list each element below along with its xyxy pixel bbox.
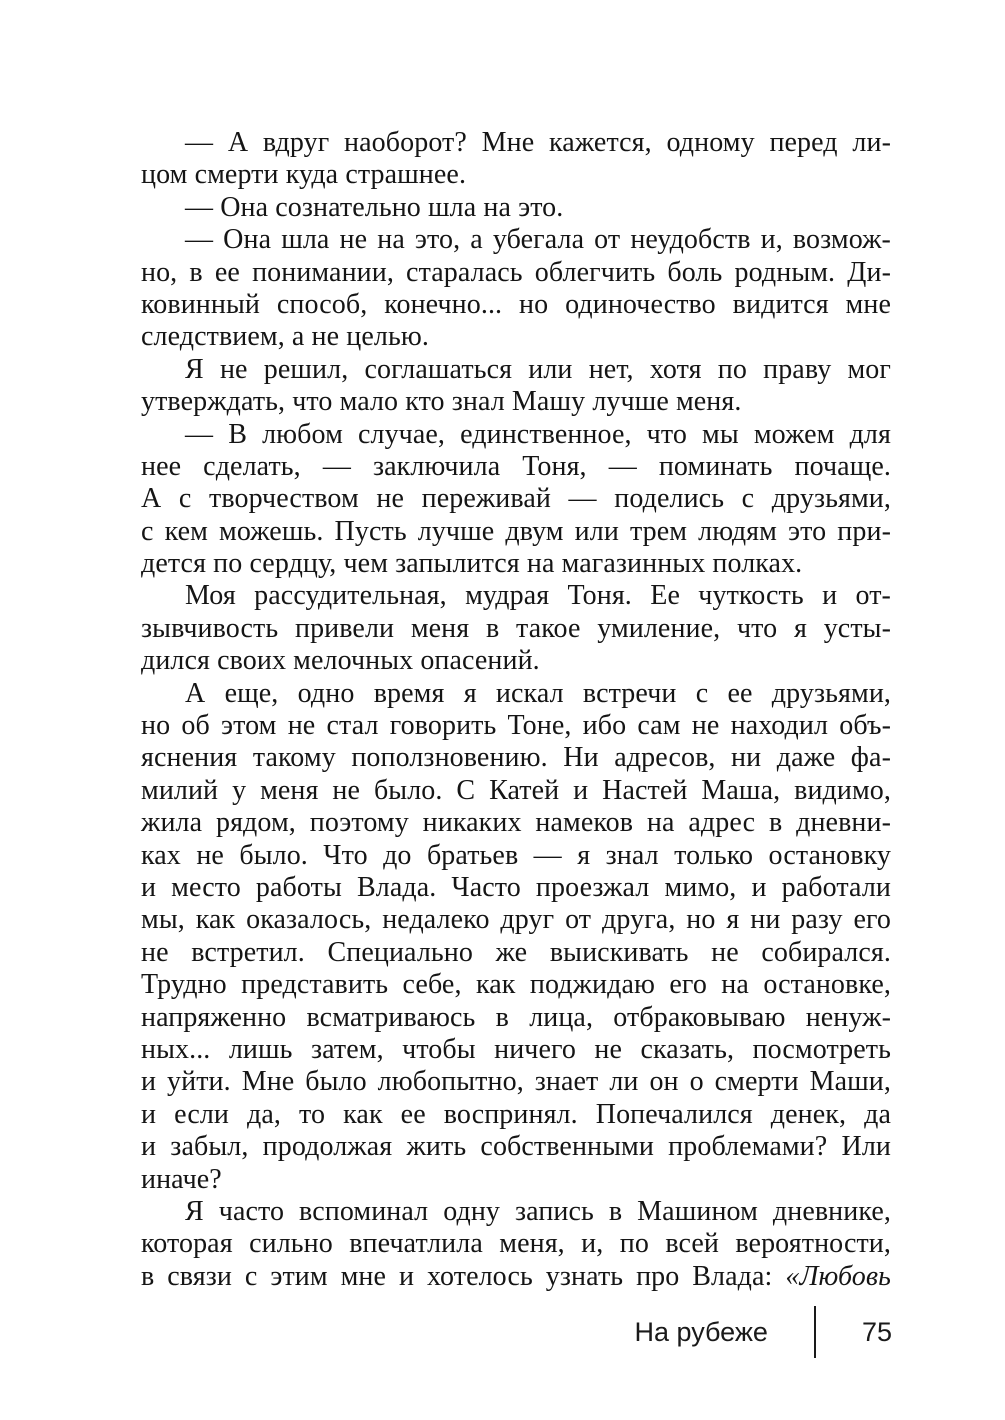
text-line [141, 386, 891, 418]
text-line [141, 1261, 891, 1293]
text-line-segment: жила рядом, поэтому никаких намеков на адрес в дневни- [141, 807, 891, 839]
text-line [141, 807, 891, 839]
text-line [141, 1131, 891, 1163]
text-line-segment: ных... лишь затем, чтобы ничего не сказать, посмотреть [141, 1033, 891, 1065]
text-line [141, 1002, 891, 1034]
text-line-segment: яснения такому поползновению. Ни адресов, ни даже фа- [141, 742, 891, 774]
text-line [141, 1164, 891, 1196]
text-line-segment: дется по сердцу, чем запылится на магазинных полках. [141, 548, 803, 580]
text-line [141, 127, 891, 159]
running-title: На рубеже [634, 1316, 768, 1347]
text-line-segment: с кем можешь. Пусть лучше двум или трем людям это при- [141, 515, 891, 547]
body-text [141, 127, 891, 1293]
text-line-segment: но об этом не стал говорить Тоне, ибо сам не находил объ- [141, 710, 891, 742]
text-line-segment: цом смерти куда страшнее. [141, 159, 467, 191]
text-line [141, 354, 891, 386]
text-line-segment: напряженно всматриваюсь в лица, отбраковываю ненуж- [141, 1001, 891, 1033]
text-line [141, 775, 891, 807]
text-line [141, 483, 891, 515]
text-line-segment: дился своих мелочных опасений. [141, 645, 540, 677]
text-line [141, 904, 891, 936]
text-line [141, 1034, 891, 1066]
text-line [141, 1066, 891, 1098]
text-line-segment: утверждать, что мало кто знал Машу лучше меня. [141, 386, 742, 418]
text-line-segment: Я не решил, соглашаться или нет, хотя по праву мог [185, 353, 891, 385]
text-line [141, 192, 891, 224]
text-line-segment: мы, как оказалось, недалеко друг от друга, но я ни разу его [141, 904, 891, 936]
text-line [141, 742, 891, 774]
text-line [141, 1196, 891, 1228]
text-line-segment: А еще, одно время я искал встречи с ее друзьями, [185, 677, 891, 709]
text-line [141, 872, 891, 904]
footer-divider [814, 1306, 816, 1358]
text-line [141, 645, 891, 677]
text-line [141, 548, 891, 580]
text-line-segment: следствием, а не целью. [141, 321, 429, 353]
text-line-segment: но, в ее понимании, старалась облегчить боль родным. Ди- [141, 256, 891, 288]
text-line [141, 969, 891, 1001]
text-line [141, 159, 891, 191]
text-line [141, 678, 891, 710]
text-line-segment: и забыл, продолжая жить собственными проблемами? Или [141, 1131, 891, 1163]
text-line [141, 613, 891, 645]
text-line [141, 840, 891, 872]
text-line-segment: Моя рассудительная, мудрая Тоня. Ее чуткость и от- [185, 580, 891, 612]
text-line-segment: — Она сознательно шла на это. [185, 191, 564, 223]
page-footer [0, 1306, 892, 1358]
text-line [141, 419, 891, 451]
text-line-segment: и место работы Влада. Часто проезжал мимо, и работали [141, 871, 891, 903]
text-line [141, 1228, 891, 1260]
text-line-segment: Трудно представить себе, как поджидаю его на остановке, [141, 969, 891, 1001]
text-line-segment: которая сильно впечатлила меня, и, по всей вероятности, [141, 1228, 891, 1260]
text-line-segment: милий у меня не было. С Катей и Настей Маша, видимо, [141, 774, 891, 806]
text-line-segment: А с творчеством не переживай — поделись с друзьями, [141, 483, 891, 515]
text-line [141, 224, 891, 256]
text-line [141, 937, 891, 969]
text-line [141, 451, 891, 483]
text-line-segment: и уйти. Мне было любопытно, знает ли он о смерти Маши, [141, 1066, 891, 1098]
text-line-segment: в связи с этим мне и хотелось узнать про Влада: [141, 1260, 786, 1292]
text-line-segment: и если да, то как ее воспринял. Попечалился денек, да [141, 1098, 891, 1130]
text-line-segment: — Она шла не на это, а убегала от неудобств и, возмож- [185, 224, 891, 256]
text-line [141, 516, 891, 548]
text-line [141, 1099, 891, 1131]
text-line-segment: ках не было. Что до братьев — я знал только остановку [141, 839, 891, 871]
text-line-segment: иначе? [141, 1163, 222, 1195]
text-line [141, 289, 891, 321]
text-line-segment: зывчивость привели меня в такое умиление, что я усты- [141, 612, 891, 644]
text-line-segment: нее сделать, — заключила Тоня, — поминать почаще. [141, 450, 891, 482]
text-line [141, 710, 891, 742]
text-line-italic-segment: «Любовь [785, 1260, 891, 1292]
text-line-segment: — В любом случае, единственное, что мы можем для [185, 418, 891, 450]
text-line [141, 580, 891, 612]
page-number: 75 [861, 1316, 892, 1347]
text-line [141, 257, 891, 289]
text-line-segment: — А вдруг наоборот? Мне кажется, одному перед ли- [185, 127, 891, 158]
text-line-segment: ковинный способ, конечно... но одиночество видится мне [141, 288, 891, 320]
text-line [141, 321, 891, 353]
text-line-segment: Я часто вспоминал одну запись в Машином дневнике, [185, 1195, 891, 1227]
text-line-segment: не встретил. Специально же выискивать не собирался. [141, 936, 891, 968]
